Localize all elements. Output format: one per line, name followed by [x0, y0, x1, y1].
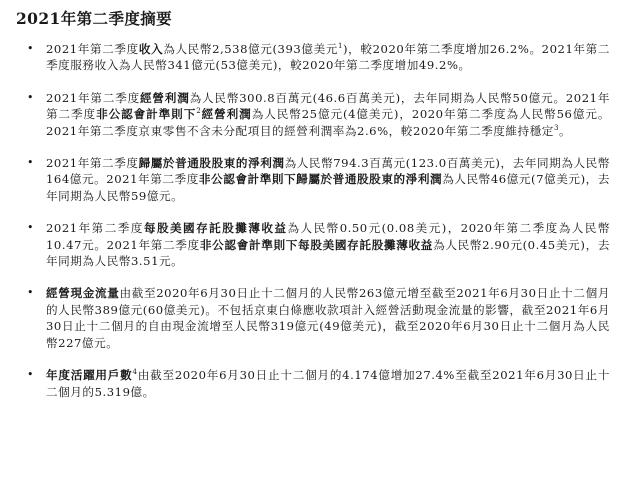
bullet-marker: •	[27, 156, 35, 170]
text-run: 2021年第二季度	[46, 221, 144, 236]
footnote-marker: 2	[196, 107, 202, 116]
paragraph-text	[46, 91, 610, 138]
footnote-marker: 3	[553, 123, 559, 132]
text-run: 2021年第二季度	[46, 156, 139, 171]
emphasis-text: 經營現金流量	[46, 286, 120, 301]
emphasis-text: 非公認會計準則下歸屬於普通股股東的淨利潤	[198, 172, 443, 187]
emphasis-text: 非公認會計準則下	[96, 107, 197, 122]
footnote-marker: 4	[132, 368, 138, 377]
text-run: 為人民幣300.8百萬元(46.6百萬美元)，去年同期為人民幣50億元。2021年第二季度	[46, 90, 610, 122]
section-heading: 2021年第二季度摘要	[16, 9, 173, 28]
paragraph-text	[46, 368, 610, 398]
text-run: 。	[558, 123, 572, 138]
text-run: 為人民幣2.90元(0.45美元)，去年同期為人民幣3.51元。	[46, 237, 610, 269]
text-run: 由截至2020年6月30日止十二個月的人民幣263億元增至截至2021年6月30日止十二個月的人民幣389億元(60億美元)。不包括京東白條應收款項計入經營活動現金流量的影響，截至2021年6月30日止十二個月的自由現金流增至人民幣319億元(49億美元)，截至2020年6月30日止十二個月為人民幣227億元。	[46, 286, 610, 350]
paragraph-text	[46, 221, 610, 268]
emphasis-text: 收入	[138, 42, 164, 56]
text-run: 由截至2020年6月30日止十二個月的4.174億增加27.4%至截至2021年6月30日止十二個月的5.319億。	[46, 368, 610, 399]
highlight-item-revenue	[14, 41, 616, 74]
bullet-marker: •	[27, 42, 35, 55]
text-run: )，較2020年第二季度增加26.2%。2021年第二季度服務收入為人民幣341億元(53億美元)，較2020年第二季度增加49.2%。	[46, 42, 610, 73]
emphasis-text: 年度活躍用戶數	[46, 368, 133, 383]
highlight-item-operating-income	[14, 90, 616, 139]
emphasis-text: 非公認會計準則下每股美國存託股攤薄收益	[199, 237, 434, 252]
paragraph-text	[46, 286, 610, 349]
text-run: 2021年第二季度	[46, 42, 139, 56]
paragraph-text	[46, 156, 610, 203]
bullet-marker: •	[27, 221, 35, 235]
text-run: 2021年第二季度	[46, 90, 140, 105]
text-run: 為人民幣25億元(4億美元)，2020年第二季度為人民幣56億元。2021年第二季度京東零售不含未分配項目的經營利潤率為2.6%，較2020年第二季度維持穩定	[46, 107, 611, 138]
emphasis-text: 每股美國存託股攤薄收益	[143, 221, 288, 236]
highlight-item-active-users	[14, 367, 616, 400]
highlight-item-eps	[14, 220, 616, 269]
emphasis-text: 歸屬於普通股股東的淨利潤	[138, 156, 285, 171]
text-run: 為人民幣2,538億元(393億美元	[163, 42, 339, 56]
paragraph-text	[46, 42, 610, 72]
bullet-marker: •	[27, 286, 35, 300]
text-run: 為人民幣794.3百萬元(123.0百萬美元)，去年同期為人民幣164億元。2021年第二季度	[46, 156, 610, 187]
highlight-item-net-income	[14, 155, 616, 204]
footnote-marker: 1	[338, 42, 344, 51]
highlights-list	[14, 41, 616, 400]
highlight-item-cash-flow	[14, 285, 616, 351]
emphasis-text: 經營利潤	[139, 90, 190, 105]
emphasis-text: 經營利潤	[201, 107, 252, 122]
text-run: 為人民幣0.50元(0.08美元)，2020年第二季度為人民幣10.47元。2021年第二季度	[46, 221, 610, 252]
bullet-marker: •	[27, 368, 35, 382]
bullet-marker: •	[27, 90, 35, 104]
text-run: 為人民幣46億元(7億美元)，去年同期為人民幣59億元。	[46, 172, 610, 203]
